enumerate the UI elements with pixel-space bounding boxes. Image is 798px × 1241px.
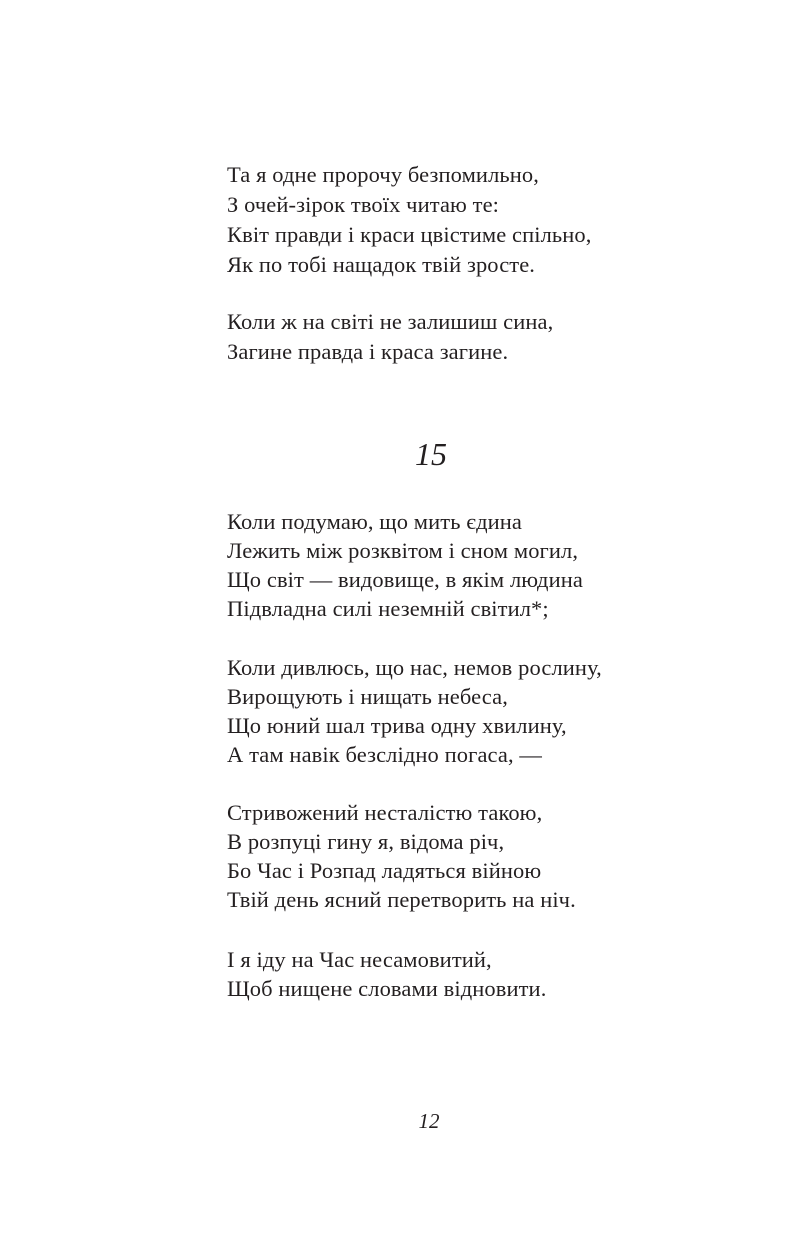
page-number: 12 <box>418 1109 440 1133</box>
poem-line: Коли подумаю, що мить єдина <box>227 509 522 534</box>
sonnet-number: 15 <box>415 436 447 472</box>
poem-line: Коли дивлюсь, що нас, немов рослину, <box>227 655 602 680</box>
poem-line: Щоб нищене словами відновити. <box>227 976 547 1001</box>
poem-line: Як по тобі нащадок твій зросте. <box>227 252 536 277</box>
poem-line: Твій день ясний перетворить на ніч. <box>227 887 576 912</box>
poem-line: В розпуці гину я, відома річ, <box>227 829 505 854</box>
poem-line: Лежить між розквітом і сном могил, <box>227 538 579 563</box>
poem-line: Що світ — видовище, в якім людина <box>227 567 583 592</box>
poem-line: А там навік безслідно погаса, — <box>227 742 543 767</box>
poem-line: З очей-зірок твоїх читаю те: <box>227 192 500 217</box>
poem-line: Стривожений несталістю такою, <box>227 800 543 825</box>
poem-line: Та я одне пророчу безпомильно, <box>227 162 539 187</box>
poem-line: Загине правда і краса загине. <box>227 339 509 364</box>
poem-line: Квіт правди і краси цвістиме спільно, <box>227 222 592 247</box>
poem-line: Бо Час і Розпад ладяться війною <box>227 858 542 883</box>
poem-line: Що юний шал трива одну хвилину, <box>227 713 567 738</box>
poem-line: Підвладна силі неземній світил*; <box>227 596 549 621</box>
poem-line: Коли ж на світі не залишиш сина, <box>227 309 554 334</box>
poem-line: І я іду на Час несамовитий, <box>227 947 492 972</box>
poem-line: Вирощують і нищать небеса, <box>227 684 508 709</box>
